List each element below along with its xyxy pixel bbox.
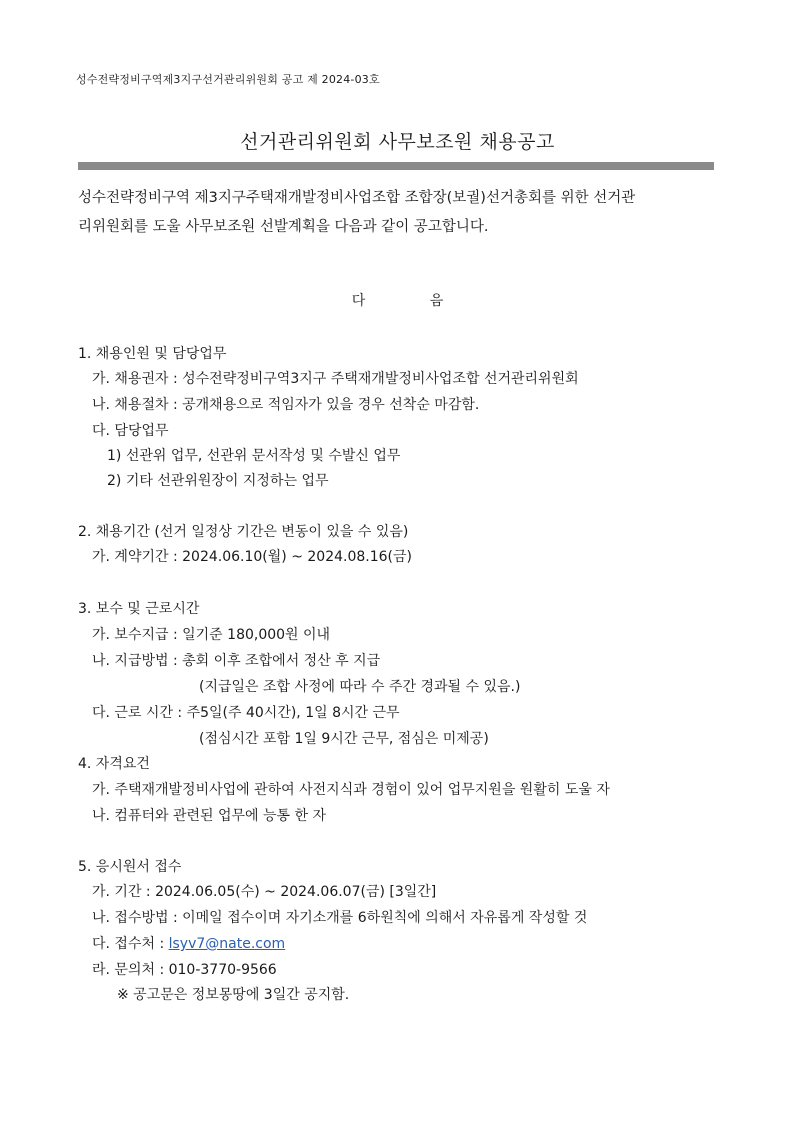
section2-title: 2. 채용기간 (선거 일정상 기간은 변동이 있을 수 있음)	[78, 524, 409, 540]
page-title: 선거관리위원회 사무보조원 채용공고	[240, 131, 555, 153]
section3-item-a: 가. 보수지급 : 일기준 180,000원 이내	[92, 627, 331, 643]
email-link[interactable]: lsyv7@nate.com	[168, 936, 286, 952]
section1-item-c: 다. 담당업무	[92, 423, 169, 439]
section4-item-a: 가. 주택재개발정비사업에 관하여 사전지식과 경험이 있어 업무지원을 원활히 도울 자	[92, 782, 610, 798]
section4-title: 4. 자격요건	[78, 756, 150, 772]
section3-item-c-note: (점심시간 포함 1일 9시간 근무, 점심은 미제공)	[199, 731, 489, 747]
intro-line-1: 성수전략정비구역 제3지구주택재개발정비사업조합 조합장(보궐)선거총회를 위한 선거관	[78, 190, 636, 206]
section5-item-d: 라. 문의처 : 010-3770-9566	[92, 962, 277, 978]
section5-item-a: 가. 기간 : 2024.06.05(수) ~ 2024.06.07(금) [3일간]	[92, 884, 437, 900]
section3-item-b-note: (지급일은 조합 사정에 따라 수 주간 경과될 수 있음.)	[199, 679, 521, 695]
intro-line-2: 리위원회를 도울 사무보조원 선발계획을 다음과 같이 공고합니다.	[78, 219, 489, 235]
intro-paragraph	[78, 184, 718, 242]
section2-item-a: 가. 계약기간 : 2024.06.10(월) ~ 2024.08.16(금)	[92, 549, 412, 565]
section3-item-b: 나. 지급방법 : 총회 이후 조합에서 정산 후 지급	[92, 653, 381, 669]
title-underline-bar	[78, 162, 714, 170]
section1-item-c1: 1) 선관위 업무, 선관위 문서작성 및 수발신 업무	[107, 448, 401, 464]
section1-item-b: 나. 채용절차 : 공개채용으로 적임자가 있을 경우 선착순 마감함.	[92, 397, 480, 413]
section5-item-c-label: 다. 접수처 :	[92, 936, 169, 952]
section5-title: 5. 응시원서 접수	[78, 859, 182, 875]
section5-item-c	[92, 933, 285, 953]
section1-item-c2: 2) 기타 선관위원장이 지정하는 업무	[107, 473, 329, 489]
section3-item-c: 다. 근로 시간 : 주5일(주 40시간), 1일 8시간 근무	[92, 705, 400, 721]
section5-note: ※ 공고문은 정보몽땅에 3일간 공지함.	[117, 987, 350, 1003]
section1-item-a: 가. 채용권자 : 성수전략정비구역3지구 주택재개발정비사업조합 선거관리위원회	[92, 371, 579, 387]
section5-item-b: 나. 접수방법 : 이메일 접수이며 자기소개를 6하원칙에 의해서 자유롭게 작성할 것	[92, 910, 588, 926]
section4-item-b: 나. 컴퓨터와 관련된 업무에 능통 한 자	[92, 808, 327, 824]
notice-number: 성수전략정비구역제3지구선거관리위원회 공고 제 2024-03호	[76, 73, 380, 86]
section-heading: 다 음	[351, 293, 444, 309]
section1-title: 1. 채용인원 및 담당업무	[78, 346, 227, 362]
section3-title: 3. 보수 및 근로시간	[78, 601, 200, 617]
